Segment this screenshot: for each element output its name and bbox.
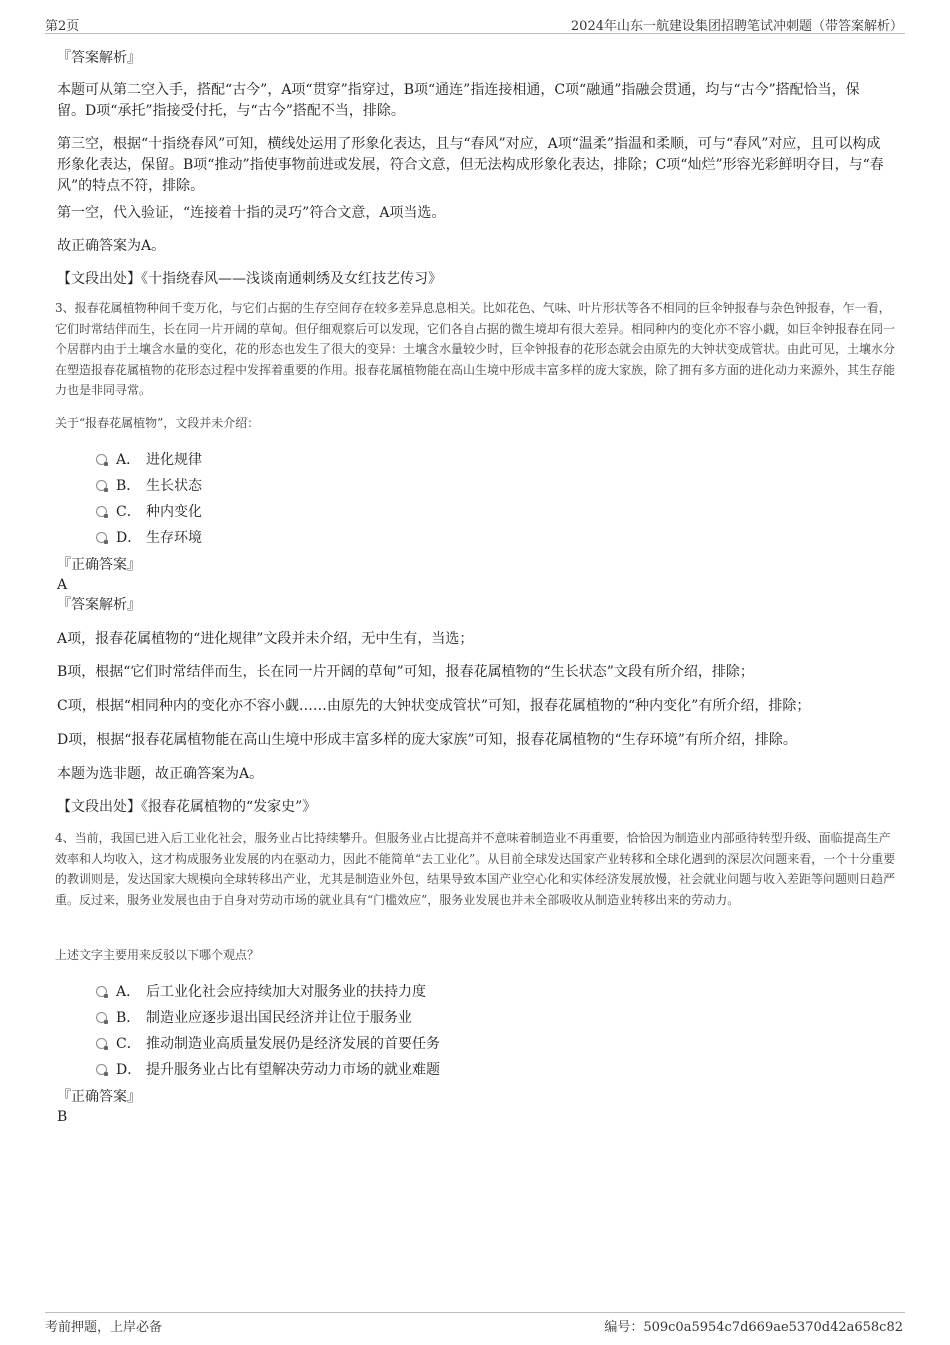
q4-option-c[interactable]: C． 推动制造业高质量发展仍是经济发展的首要任务 <box>96 1034 440 1054</box>
radio-button-icon[interactable] <box>96 454 107 465</box>
q4-correct-answer-heading: 『正确答案』 <box>57 1089 141 1105</box>
q2-analysis-paragraph: 第三空，根据“十指绕春风”可知，横线处运用了形象化表达，且与“春风”对应，A项“温柔”指温和柔顺，可与“春风”对应，且可以构成形象化表达，保留。B项“推动”指使事物前进或发展，符合文意，但无法构成形象化表达，排除；C项“灿烂”形容光彩鲜明夺目，与“春风”的特点不符，排除。 <box>57 136 884 194</box>
radio-button-icon[interactable] <box>96 480 107 491</box>
q2-analysis-paragraph: 第一空，代入验证，“连接着十指的灵巧”符合文意，A项当选。 <box>57 205 446 221</box>
q3-analysis-paragraph: C项，根据“相同种内的变化亦不容小觑……由原先的大钟状变成管状”可知，报春花属植物的“种内变化”有所介绍，排除； <box>57 698 811 714</box>
page-footer <box>45 1312 905 1334</box>
q3-option-b[interactable]: B． 生长状态 <box>96 476 202 496</box>
q2-analysis-paragraph: 本题可从第二空入手，搭配“古今”，A项“贯穿”指穿过，B项“通连”指连接相通，C项“融通”指融会贯通，均与“古今”搭配恰当，保留。D项“承托”指接受付托，与“古今”搭配不当，排除。 <box>57 82 860 119</box>
radio-button-icon[interactable] <box>96 506 107 517</box>
page-header <box>45 14 905 34</box>
radio-button-icon[interactable] <box>96 986 107 997</box>
q3-stem: 3、报春花属植物种间千变万化，与它们占据的生存空间存在较多差异息息相关。比如花色、气味、叶片形状等各不相同的巨伞钟报春与杂色钟报春，乍一看，它们时常结伴而生，长在同一片开阔的草甸。但仔细观察后可以发现，它们各自占据的微生境却有很大差异。相同种内的变化亦不容小觑，如巨伞钟报春在同一个居群内由于土壤含水量的变化，花的形态也发生了很大的变异：土壤含水量较少时，巨伞钟报春的花形态就会由原先的大钟状变成管状。由此可见，土壤水分在塑造报春花属植物的花形态过程中发挥着重要的作用。报春花属植物能在高山生境中形成丰富多样的庞大家族，除了拥有多方面的进化动力来源外，其生存能力也是非同寻常。 <box>55 301 896 397</box>
q3-option-a[interactable]: A． 进化规律 <box>96 450 202 470</box>
document-title: 2024年山东一航建设集团招聘笔试冲刺题（带答案解析） <box>570 19 903 34</box>
q3-option-c[interactable]: C． 种内变化 <box>96 502 202 522</box>
q2-source: 【文段出处】《十指绕春风——浅谈南通刺绣及女红技艺传习》 <box>57 271 442 287</box>
q2-answer-statement: 故正确答案为A。 <box>57 238 166 254</box>
page-number: 第2页 <box>45 19 80 34</box>
q4-option-a[interactable]: A． 后工业化社会应持续加大对服务业的扶持力度 <box>96 982 426 1002</box>
q4-question: 上述文字主要用来反驳以下哪个观点？ <box>55 948 260 962</box>
q3-answer-statement: 本题为选非题，故正确答案为A。 <box>57 766 264 782</box>
q3-analysis-paragraph: A项，报春花属植物的“进化规律”文段并未介绍，无中生有，当选； <box>57 631 474 647</box>
q3-question: 关于“报春花属植物”，文段并未介绍： <box>55 416 260 430</box>
q3-correct-answer-heading: 『正确答案』 <box>57 557 141 573</box>
radio-button-icon[interactable] <box>96 532 107 543</box>
q4-option-d[interactable]: D． 提升服务业占比有望解决劳动力市场的就业难题 <box>96 1060 440 1080</box>
q2-analysis-heading: 『答案解析』 <box>57 50 141 66</box>
footer-slogan: 考前押题，上岸必备 <box>45 1320 163 1335</box>
q3-analysis-paragraph: D项，根据“报春花属植物能在高山生境中形成丰富多样的庞大家族”可知，报春花属植物的“生存环境”有所介绍，排除。 <box>57 732 797 748</box>
q3-correct-answer: A <box>57 577 68 593</box>
radio-button-icon[interactable] <box>96 1012 107 1023</box>
q3-analysis-heading: 『答案解析』 <box>57 597 141 613</box>
q4-stem: 4、当前，我国已进入后工业化社会，服务业占比持续攀升。但服务业占比提高并不意味着制造业不再重要，恰恰因为制造业内部亟待转型升级、面临提高生产效率和人均收入，这才构成服务业发展的内在驱动力，因此不能简单“去工业化”。从目前全球发达国家产业转移和全球化遇到的深层次问题来看，一个十分重要的教训则是，发达国家大规模向全球转移出产业，尤其是制造业外包，结果导致本国产业空心化和实体经济发展放慢，社会就业问题与收入差距等问题则日趋严重。反过来，服务业发展也由于自身对劳动市场的就业具有“门槛效应”，服务业发展也并未全部吸收从制造业转移出来的劳动力。 <box>55 831 896 907</box>
q3-analysis-paragraph: B项，根据“它们时常结伴而生，长在同一片开阔的草甸”可知，报春花属植物的“生长状态”文段有所介绍，排除； <box>57 664 754 680</box>
radio-button-icon[interactable] <box>96 1038 107 1049</box>
q3-source: 【文段出处】《报春花属植物的“发家史”》 <box>57 799 317 815</box>
radio-button-icon[interactable] <box>96 1064 107 1075</box>
q4-option-b[interactable]: B． 制造业应逐步退出国民经济并让位于服务业 <box>96 1008 412 1028</box>
q4-correct-answer: B <box>57 1109 68 1125</box>
q3-option-d[interactable]: D． 生存环境 <box>96 528 202 548</box>
document-code: 编号：509c0a5954c7d669ae5370d42a658c82 <box>604 1320 903 1335</box>
